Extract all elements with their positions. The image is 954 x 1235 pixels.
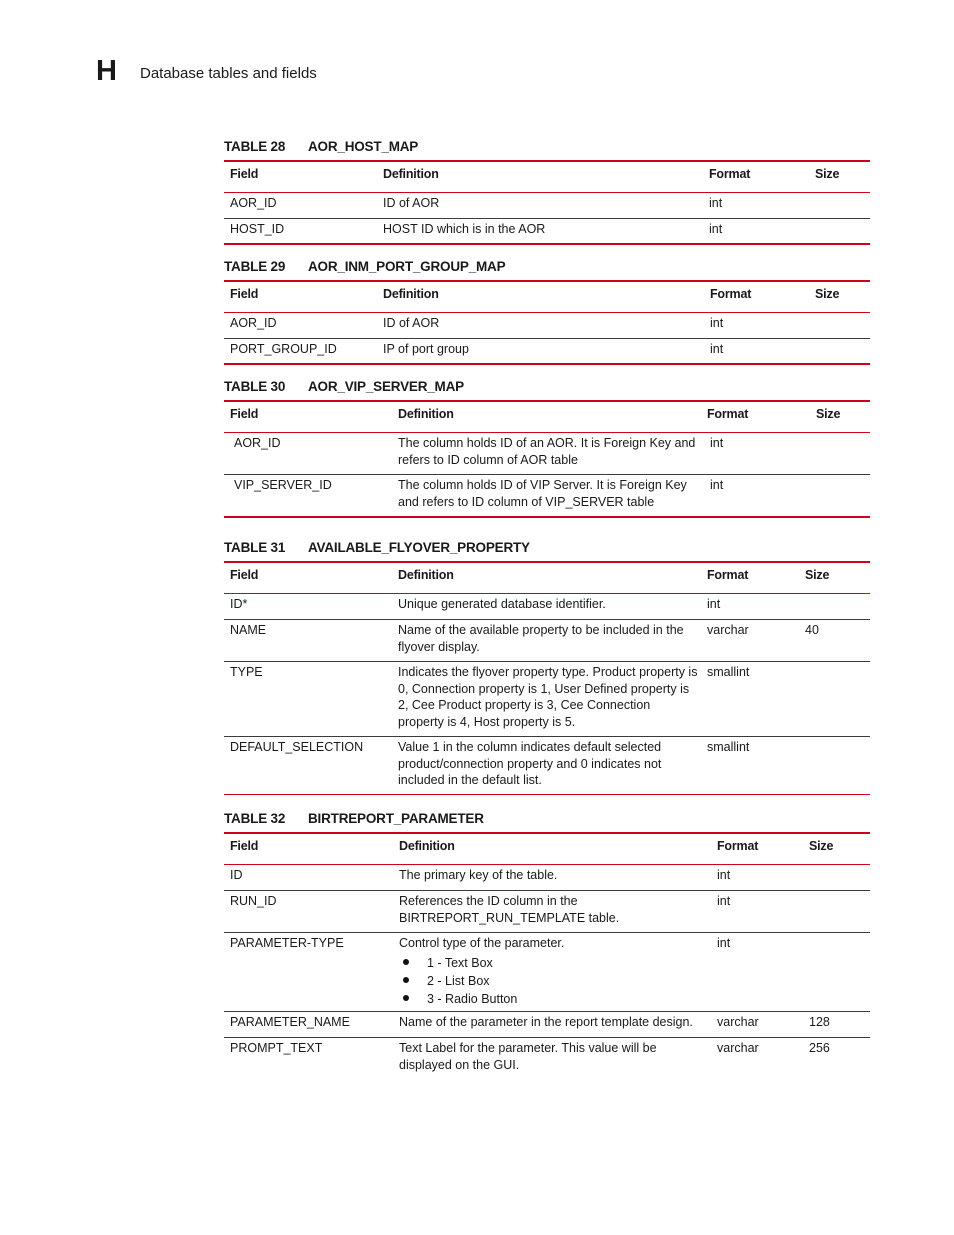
cell-field: DEFAULT_SELECTION [230,740,364,754]
cell-field: PARAMETER-TYPE [230,936,344,950]
cell-field: PROMPT_TEXT [230,1041,323,1055]
cell-field: PARAMETER_NAME [230,1015,350,1029]
cell-definition: The column holds ID of VIP Server. It is Foreign Key and refers to ID column of VIP_SERVER table [398,478,687,509]
cell-definition: Name of the parameter in the report template design. [399,1015,693,1029]
list-item: 2 - List Box [399,972,704,990]
column-header-field: Field [230,167,259,181]
page-header-title: Database tables and fields [140,65,317,82]
table-row [224,474,870,516]
table-name: AOR_VIP_SERVER_MAP [308,379,464,394]
cell-field: TYPE [230,665,263,679]
table-row [224,619,870,661]
column-header-definition: Definition [398,407,454,421]
cell-field: VIP_SERVER_ID [234,478,332,492]
cell-format: int [710,316,724,330]
table-row [224,1011,870,1037]
table-row [224,313,870,338]
cell-field: ID* [230,597,248,611]
column-header-definition: Definition [383,167,439,181]
parameter-type-list [399,954,704,1008]
cell-field: AOR_ID [234,436,281,450]
table-aor-inm-port-group-map [224,280,870,365]
table-name: BIRTREPORT_PARAMETER [308,811,484,826]
table-row [224,890,870,932]
cell-format: int [709,196,723,210]
cell-format: varchar [717,1015,759,1029]
column-header-format: Format [707,407,749,421]
cell-field: AOR_ID [230,316,277,330]
column-header-format: Format [709,167,751,181]
column-header-definition: Definition [383,287,439,301]
cell-field: NAME [230,623,267,637]
cell-definition: ID of AOR [383,316,440,330]
table-row [224,932,870,1011]
table-header-row [224,282,870,313]
cell-definition: ID of AOR [383,196,440,210]
table-aor-vip-server-map [224,400,870,518]
cell-size: 40 [805,623,819,637]
cell-definition: References the ID column in the BIRTREPORT_RUN_TEMPLATE table. [399,894,620,925]
cell-format: varchar [717,1041,759,1055]
cell-definition: The primary key of the table. [399,868,558,882]
cell-definition [399,933,704,1008]
table-number: TABLE 30 [224,379,286,394]
cell-definition: Value 1 in the column indicates default selected product/connection property and 0 indicates not included in the default list. [398,740,662,787]
list-item: 1 - Text Box [399,954,704,972]
table-header-row [224,162,870,193]
cell-format: varchar [707,623,749,637]
table-header-row [224,563,870,594]
cell-field: RUN_ID [230,894,277,908]
table-birtreport-parameter [224,832,870,1079]
table-row [224,736,870,794]
column-header-size: Size [815,167,840,181]
cell-field: ID [230,868,243,882]
cell-format: smallint [707,665,750,679]
column-header-definition: Definition [398,568,454,582]
definition-text: Control type of the parameter. [399,936,565,950]
column-header-field: Field [230,839,259,853]
table-number: TABLE 31 [224,540,286,555]
cell-format: int [717,894,731,908]
chapter-letter: H [96,55,117,87]
cell-format: int [710,342,724,356]
table-aor-host-map [224,160,870,245]
table-row [224,594,870,619]
cell-field: PORT_GROUP_ID [230,342,337,356]
table-header-row [224,834,870,865]
table-row [224,661,870,736]
column-header-size: Size [816,407,841,421]
table-row [224,338,870,363]
table-number: TABLE 29 [224,259,286,274]
column-header-format: Format [710,287,752,301]
cell-definition: Unique generated database identifier. [398,597,606,611]
table-29-caption [224,259,505,275]
cell-format: int [709,222,723,236]
table-name: AOR_HOST_MAP [308,139,419,154]
column-header-size: Size [809,839,834,853]
table-32-caption [224,811,484,827]
cell-field: AOR_ID [230,196,277,210]
table-name: AVAILABLE_FLYOVER_PROPERTY [308,540,530,555]
table-available-flyover-property [224,561,870,795]
cell-field: HOST_ID [230,222,285,236]
cell-format: int [710,436,724,450]
table-row [224,865,870,890]
table-number: TABLE 32 [224,811,286,826]
table-number: TABLE 28 [224,139,286,154]
cell-definition: HOST ID which is in the AOR [383,222,546,236]
table-row [224,193,870,218]
cell-format: int [710,478,724,492]
cell-format: smallint [707,740,750,754]
column-header-format: Format [707,568,749,582]
column-header-field: Field [230,568,259,582]
column-header-size: Size [805,568,830,582]
cell-definition: IP of port group [383,342,469,356]
cell-size: 128 [809,1015,830,1029]
column-header-field: Field [230,287,259,301]
column-header-field: Field [230,407,259,421]
list-item: 3 - Radio Button [399,990,704,1008]
table-row [224,218,870,243]
table-28-caption [224,139,418,155]
cell-format: int [707,597,721,611]
table-31-caption [224,540,530,556]
cell-definition: The column holds ID of an AOR. It is Foreign Key and refers to ID column of AOR table [398,436,696,467]
column-header-format: Format [717,839,759,853]
column-header-definition: Definition [399,839,455,853]
table-30-caption [224,379,464,395]
table-row [224,1037,870,1079]
column-header-size: Size [815,287,840,301]
table-row [224,433,870,474]
table-name: AOR_INM_PORT_GROUP_MAP [308,259,506,274]
cell-format: int [717,868,731,882]
cell-size: 256 [809,1041,830,1055]
cell-definition: Name of the available property to be included in the flyover display. [398,623,684,654]
cell-format: int [717,936,731,950]
cell-definition: Text Label for the parameter. This value will be displayed on the GUI. [399,1041,657,1072]
cell-definition: Indicates the flyover property type. Product property is 0, Connection property is 1, User Defined property is 2, Cee Product property is 3, Cee Connection property is 4, Host property is 5. [398,665,698,729]
table-header-row [224,402,870,433]
